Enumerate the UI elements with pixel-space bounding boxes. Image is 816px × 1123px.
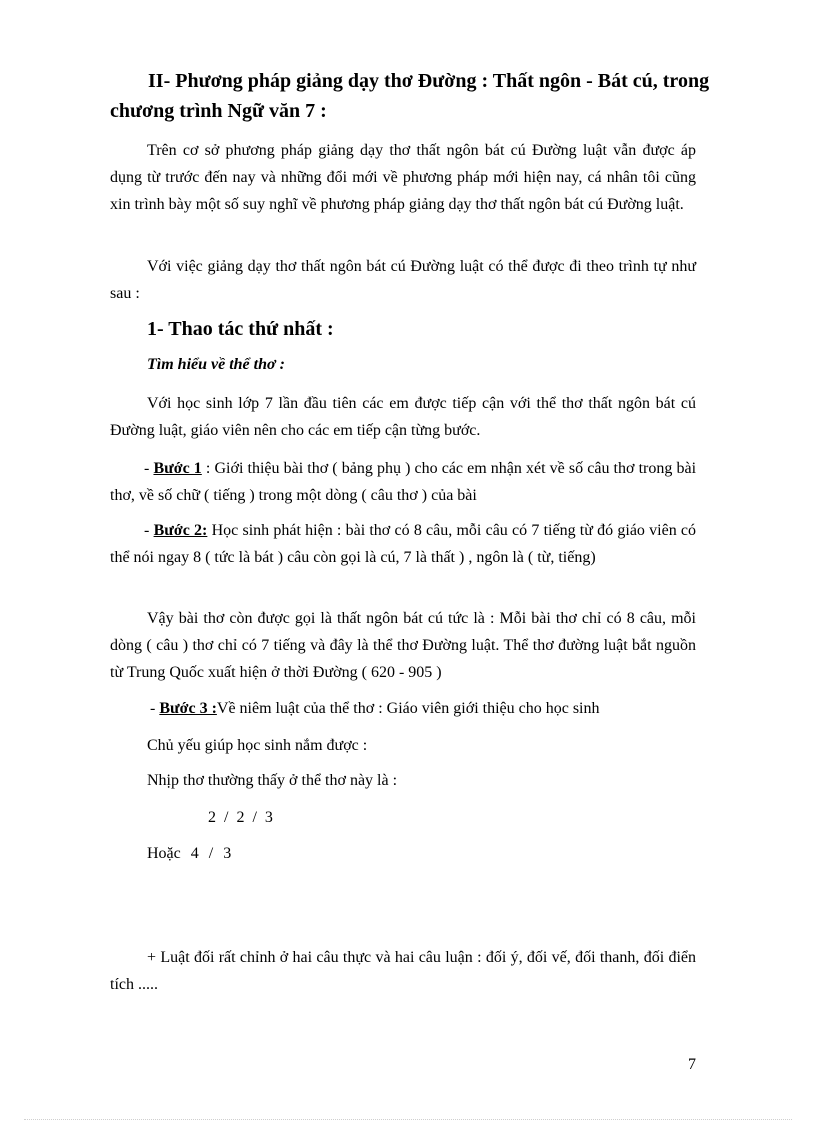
- step-3-prefix: -: [150, 700, 160, 717]
- intro-paragraph-1: Trên cơ sở phương pháp giảng dạy thơ thất ngôn bát cú Đường luật vẫn được áp dụng từ trước đến nay và những đổi mới về phương pháp mới hiện nay, cá nhân tôi cũng xin trình bày một số suy nghĩ về phương pháp giảng dạy thơ thất ngôn bát cú Đường luật.: [110, 142, 696, 213]
- parallelism-paragraph: + Luật đối rất chỉnh ở hai câu thực và hai câu luận : đối ý, đối vế, đối thanh, đối điển tích .....: [110, 949, 696, 993]
- step-1-prefix: -: [144, 460, 154, 477]
- step-3-line: [150, 698, 600, 720]
- rhythm-pattern-1: 2 / 2 / 3: [208, 809, 273, 826]
- main-heading: II- Phương pháp giảng dạy thơ Đường : Thất ngôn - Bát cú, trong chương trình Ngữ văn 7 :: [110, 70, 710, 122]
- definition-paragraph: Vậy bài thơ còn được gọi là thất ngôn bát cú tức là : Mỗi bài thơ chỉ có 8 câu, mỗi dòng ( câu ) thơ chỉ có 7 tiếng và đây là thể thơ Đường luật. Thể thơ đường luật bắt nguồn từ Trung Quốc xuất hiện ở thời Đường ( 620 - 905 ): [110, 610, 696, 681]
- page-number: 7: [688, 1056, 696, 1073]
- step-1-label: Bước 1: [153, 460, 202, 477]
- step-3-text: Về niêm luật của thể thơ : Giáo viên giới thiệu cho học sinh: [216, 700, 600, 717]
- intro-paragraph-2: Với việc giảng dạy thơ thất ngôn bát cú Đường luật có thể được đi theo trình tự như sau :: [110, 258, 696, 302]
- step-2-text: Học sinh phát hiện : bài thơ có 8 câu, mỗi câu có 7 tiếng từ đó giáo viên có thể nói ngay 8 ( tức là bát ) câu còn gọi là cú, 7 là thất ) , ngôn là ( từ, tiếng): [110, 522, 697, 566]
- step-1-paragraph: [110, 455, 696, 509]
- step-2-paragraph: [110, 517, 696, 571]
- rhythm-line: Nhịp thơ thường thấy ở thể thơ này là :: [147, 772, 398, 789]
- step-2-prefix: -: [144, 522, 154, 539]
- main-points-line: Chủ yếu giúp học sinh nắm được :: [147, 737, 368, 754]
- subsection-heading: Tìm hiểu về thể thơ :: [147, 356, 285, 373]
- step-3-label: Bước 3 :: [159, 700, 217, 717]
- step-1-text: : Giới thiệu bài thơ ( bảng phụ ) cho các em nhận xét về số câu thơ trong bài thơ, về số chữ ( tiếng ) trong một dòng ( câu thơ ) của bài: [110, 460, 697, 504]
- step-2-label: Bước 2:: [153, 522, 208, 539]
- footer-divider: [24, 1119, 792, 1120]
- rhythm-pattern-2: Hoặc 4 / 3: [147, 845, 232, 862]
- section-heading: 1- Thao tác thứ nhất :: [147, 318, 334, 340]
- students-paragraph: Với học sinh lớp 7 lần đầu tiên các em được tiếp cận với thể thơ thất ngôn bát cú Đường luật, giáo viên nên cho các em tiếp cận từng bước.: [110, 395, 696, 439]
